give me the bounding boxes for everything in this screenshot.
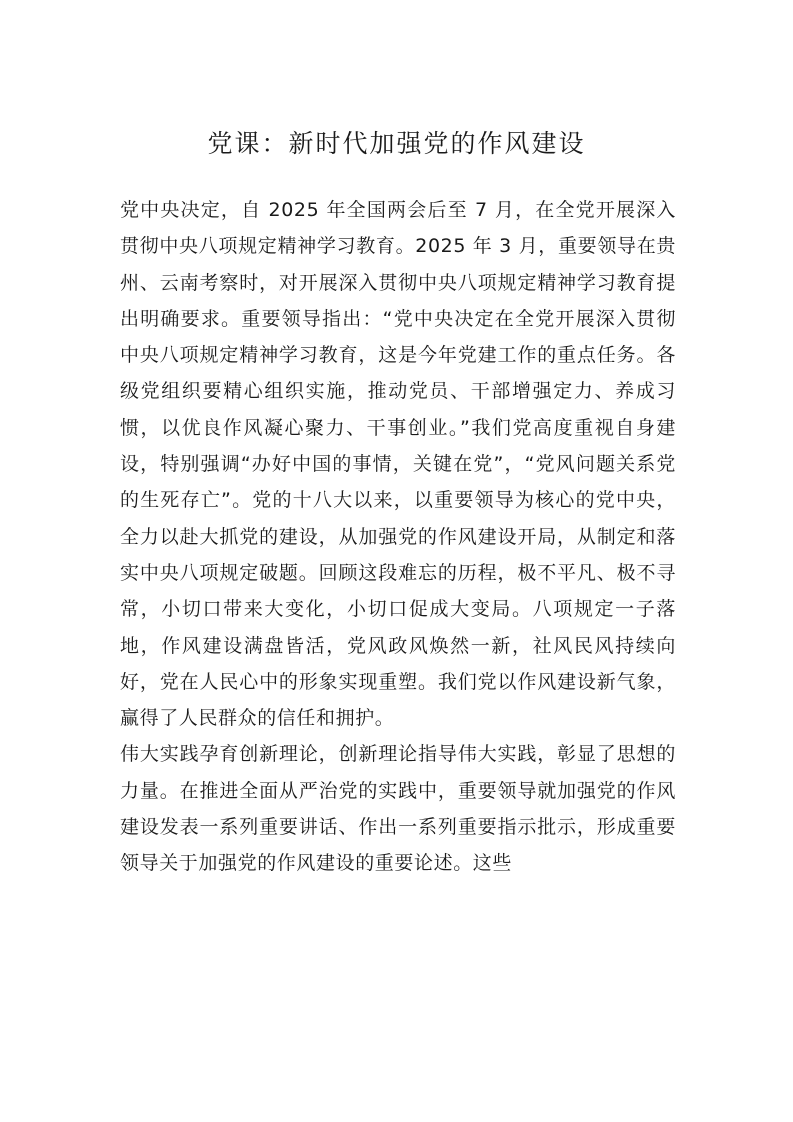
document-title: 党课：新时代加强党的作风建设 — [207, 129, 586, 158]
paragraph: 伟大实践孕育创新理论，创新理论指导伟大实践，彰显了思想的力量。在推进全面从严治党的实践中，重要领导就加强党的作风建设发表一系列重要讲话、作出一系列重要指示批示，形成重要领导关于加强党的作风建设的重要论述。这些 — [120, 743, 676, 875]
paragraph: 党中央决定，自 2025 年全国两会后至 7 月，在全党开展深入贯彻中央八项规定精神学习教育。2025 年 3 月，重要领导在贵州、云南考察时，对开展深入贯彻中央八项规定精神学习教育提出明确要求。重要领导指出：“党中央决定在全党开展深入贯彻中央八项规定精神学习教育，这是今年党建工作的重点任务。各级党组织要精心组织实施，推动党员、干部增强定力、养成习惯，以优良作风凝心聚力、干事创业。”我们党高度重视自身建设，特别强调“办好中国的事情，关键在党”，“党风问题关系党的生死存亡”。党的十八大以来，以重要领导为核心的党中央，全力以赴大抓党的建设，从加强党的作风建设开局，从制定和落实中央八项规定破题。回顾这段难忘的历程，极不平凡、极不寻常，小切口带来大变化，小切口促成大变局。八项规定一子落地，作风建设满盘皆活，党风政风焕然一新，社风民风持续向好，党在人民心中的形象实现重塑。我们党以作风建设新气象，赢得了人民群众的信任和拥护。 — [120, 199, 676, 730]
document-body — [120, 192, 676, 882]
